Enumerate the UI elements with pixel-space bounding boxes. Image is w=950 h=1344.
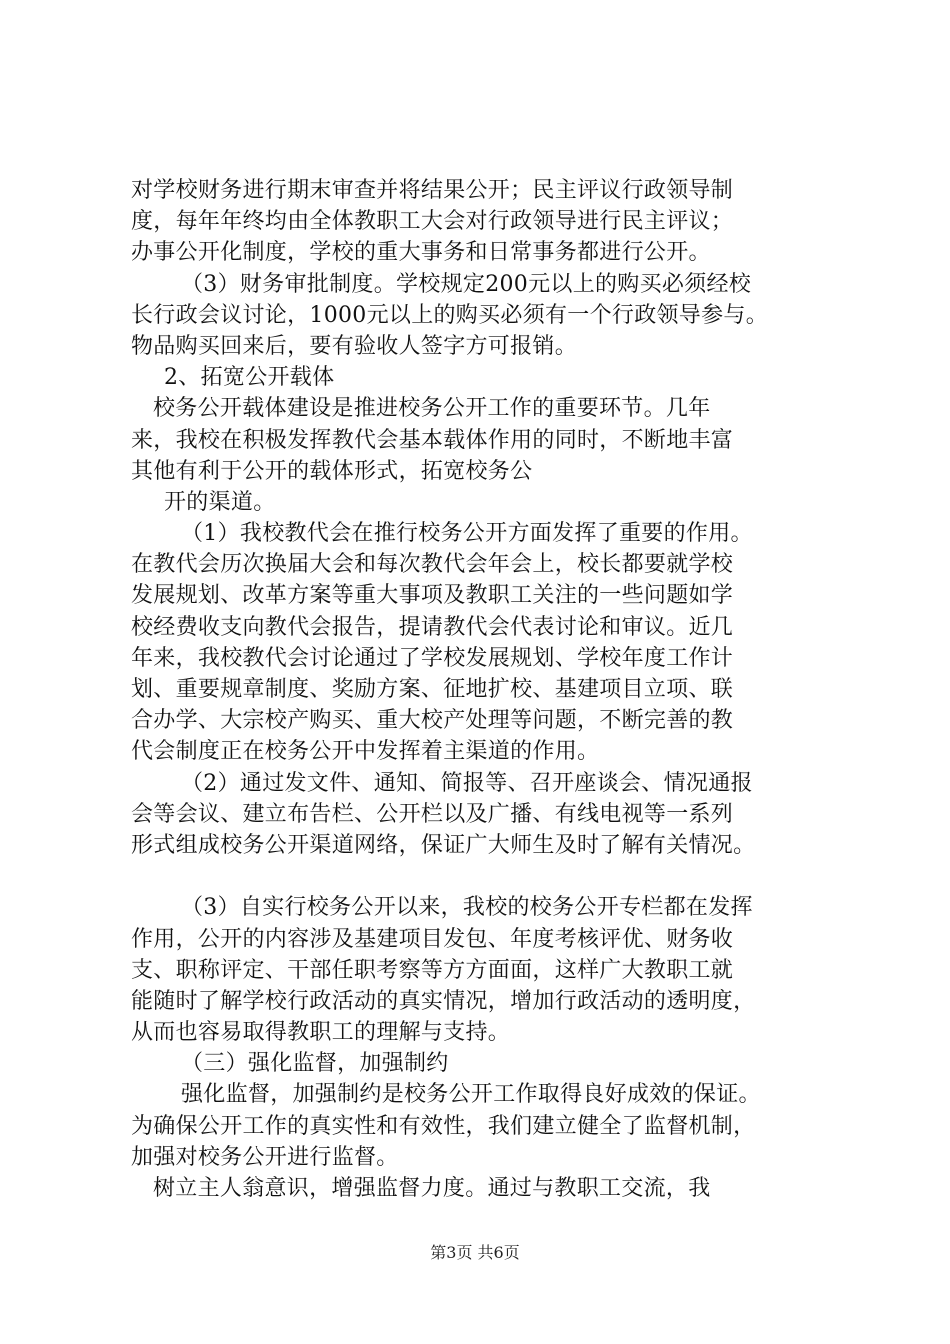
text-line: （3）财务审批制度。学校规定200元以上的购买必须经校 bbox=[181, 271, 752, 297]
text-line: 从而也容易取得教职工的理解与支持。 bbox=[131, 1020, 511, 1046]
text-line: 发展规划、改革方案等重大事项及教职工关注的一些问题如学 bbox=[131, 583, 734, 609]
text-line: 作用，公开的内容涉及基建项目发包、年度考核评优、财务收 bbox=[131, 926, 734, 952]
document-body bbox=[131, 175, 846, 1204]
text-line: 度，每年年终均由全体教职工大会对行政领导进行民主评议； bbox=[131, 209, 734, 235]
text-line: （3）自实行校务公开以来，我校的校务公开专栏都在发挥 bbox=[181, 895, 753, 921]
text-line: 强化监督，加强制约是校务公开工作取得良好成效的保证。 bbox=[181, 1082, 761, 1108]
page-number: 第3页 共6页 bbox=[430, 1243, 520, 1262]
text-line: 来，我校在积极发挥教代会基本载体作用的同时，不断地丰富 bbox=[131, 427, 734, 453]
text-line: 校务公开载体建设是推进校务公开工作的重要环节。几年 bbox=[153, 396, 711, 422]
text-line: 形式组成校务公开渠道网络，保证广大师生及时了解有关情况。 bbox=[131, 832, 756, 858]
text-line: 能随时了解学校行政活动的真实情况，增加行政活动的透明度， bbox=[131, 988, 756, 1014]
text-line: （2）通过发文件、通知、简报等、召开座谈会、情况通报 bbox=[181, 770, 753, 796]
text-line: 年来，我校教代会讨论通过了学校发展规划、学校年度工作计 bbox=[131, 645, 734, 671]
section-heading: （三）强化监督，加强制约 bbox=[181, 1051, 449, 1077]
text-line: 对学校财务进行期末审查并将结果公开；民主评议行政领导制 bbox=[131, 178, 734, 203]
text-line: 长行政会议讨论，1000元以上的购买必须有一个行政领导参与。 bbox=[131, 302, 768, 328]
text-line: 代会制度正在校务公开中发挥着主渠道的作用。 bbox=[131, 739, 600, 765]
text-line: 物品购买回来后，要有验收人签字方可报销。 bbox=[131, 333, 578, 359]
text-line: 树立主人翁意识，增强监督力度。通过与教职工交流，我 bbox=[153, 1176, 711, 1201]
text-line: 其他有利于公开的载体形式，拓宽校务公 bbox=[131, 458, 533, 484]
section-heading: 2、拓宽公开载体 bbox=[164, 365, 335, 391]
text-line: 支、职称评定、干部任职考察等方方面面，这样广大教职工就 bbox=[131, 957, 734, 983]
text-line: 在教代会历次换届大会和每次教代会年会上，校长都要就学校 bbox=[131, 552, 734, 578]
text-line: 校经费收支向教代会报告，提请教代会代表讨论和审议。近几 bbox=[131, 614, 734, 640]
text-line: 办事公开化制度，学校的重大事务和日常事务都进行公开。 bbox=[131, 240, 711, 266]
text-line: 会等会议、建立布告栏、公开栏以及广播、有线电视等一系列 bbox=[131, 801, 734, 827]
text-line: 划、重要规章制度、奖励方案、征地扩校、基建项目立项、联 bbox=[131, 677, 734, 702]
text-line: 开的渠道。 bbox=[164, 489, 276, 515]
text-line: 为确保公开工作的真实性和有效性，我们建立健全了监督机制， bbox=[131, 1113, 756, 1139]
text-line: （1）我校教代会在推行校务公开方面发挥了重要的作用。 bbox=[181, 521, 753, 547]
paragraph-gap bbox=[131, 861, 846, 892]
text-line: 加强对校务公开进行监督。 bbox=[131, 1144, 399, 1170]
text-line: 合办学、大宗校产购买、重大校产处理等问题，不断完善的教 bbox=[131, 708, 734, 734]
